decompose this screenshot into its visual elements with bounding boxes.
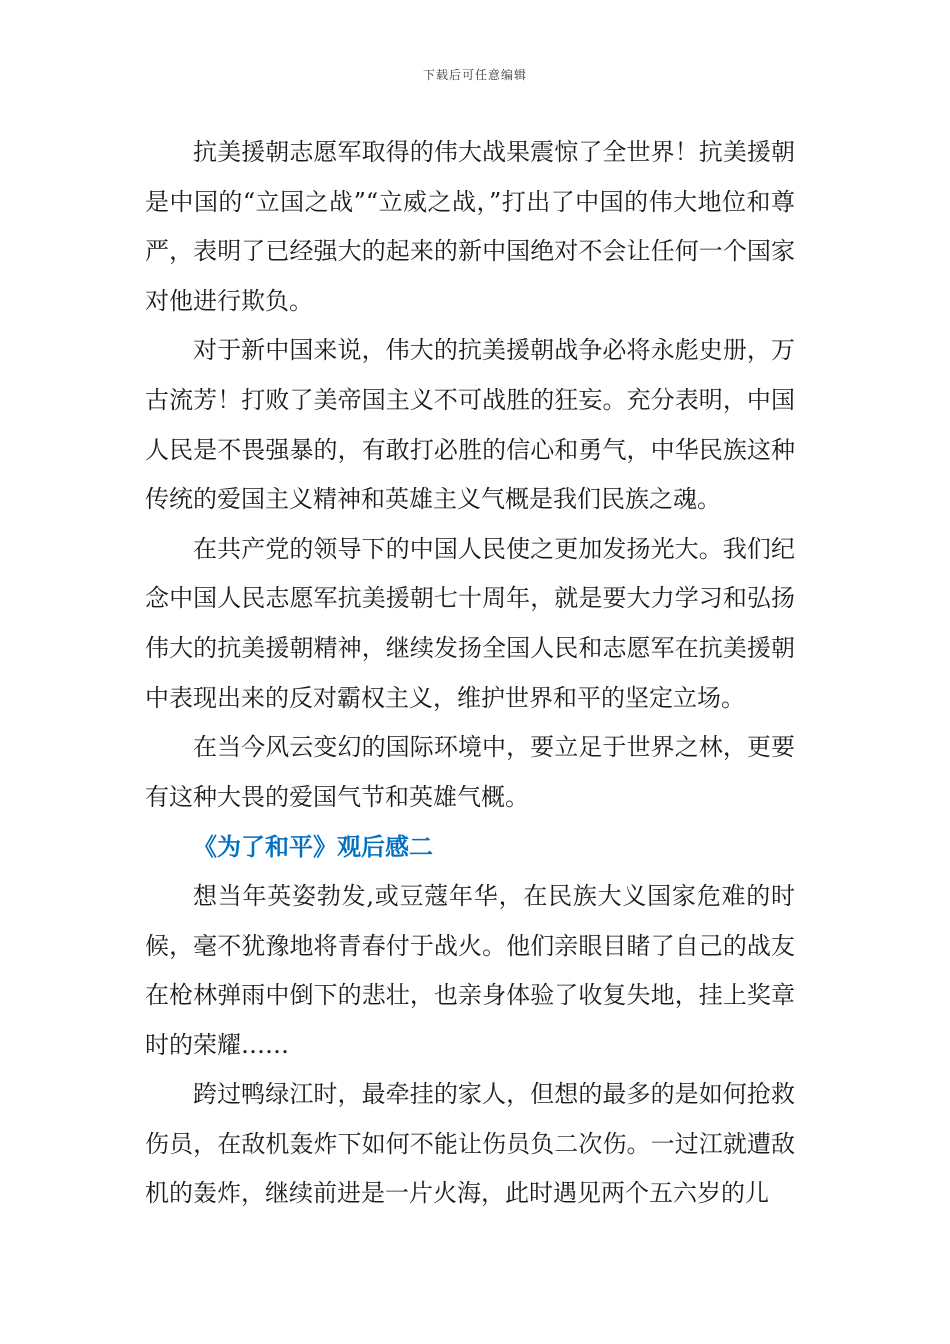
page-header: 下载后可任意编辑 bbox=[422, 68, 527, 82]
paragraph: 在当今风云变幻的国际环境中，要立足于世界之林，更要有这种大畏的爱国气节和英雄气概。 bbox=[145, 733, 795, 811]
paragraph: 想当年英姿勃发,或豆蔻年华，在民族大义国家危难的时候，毫不犹豫地将青春付于战火。他们亲眼目睹了自己的战友在枪林弹雨中倒下的悲壮，也亲身体验了收复失地，挂上奖章时的荣耀…… bbox=[145, 881, 795, 1059]
paragraph: 对于新中国来说，伟大的抗美援朝战争必将永彪史册，万古流芳！打败了美帝国主义不可战胜的狂妄。充分表明，中国人民是不畏强暴的，有敢打必胜的信心和勇气，中华民族这种传统的爱国主义精神和英雄主义气概是我们民族之魂。 bbox=[145, 336, 795, 514]
paragraph: 跨过鸭绿江时，最牵挂的家人，但想的最多的是如何抢救伤员，在敌机轰炸下如何不能让伤员负二次伤。一过江就遭敌机的轰炸，继续前进是一片火海，此时遇见两个五六岁的儿 bbox=[145, 1080, 795, 1208]
paragraph: 在共产党的领导下的中国人民使之更加发扬光大。我们纪念中国人民志愿军抗美援朝七十周年，就是要大力学习和弘扬伟大的抗美援朝精神，继续发扬全国人民和志愿军在抗美援朝中表现出来的反对霸权主义，维护世界和平的坚定立场。 bbox=[145, 534, 795, 712]
document-body bbox=[145, 128, 795, 1219]
paragraph: 抗美援朝志愿军取得的伟大战果震惊了全世界！抗美援朝是中国的“立国之战”“立威之战，”打出了中国的伟大地位和尊严，表明了已经强大的起来的新中国绝对不会让任何一个国家对他进行欺负。 bbox=[145, 138, 795, 315]
section-heading: 《为了和平》观后感二 bbox=[193, 832, 433, 862]
